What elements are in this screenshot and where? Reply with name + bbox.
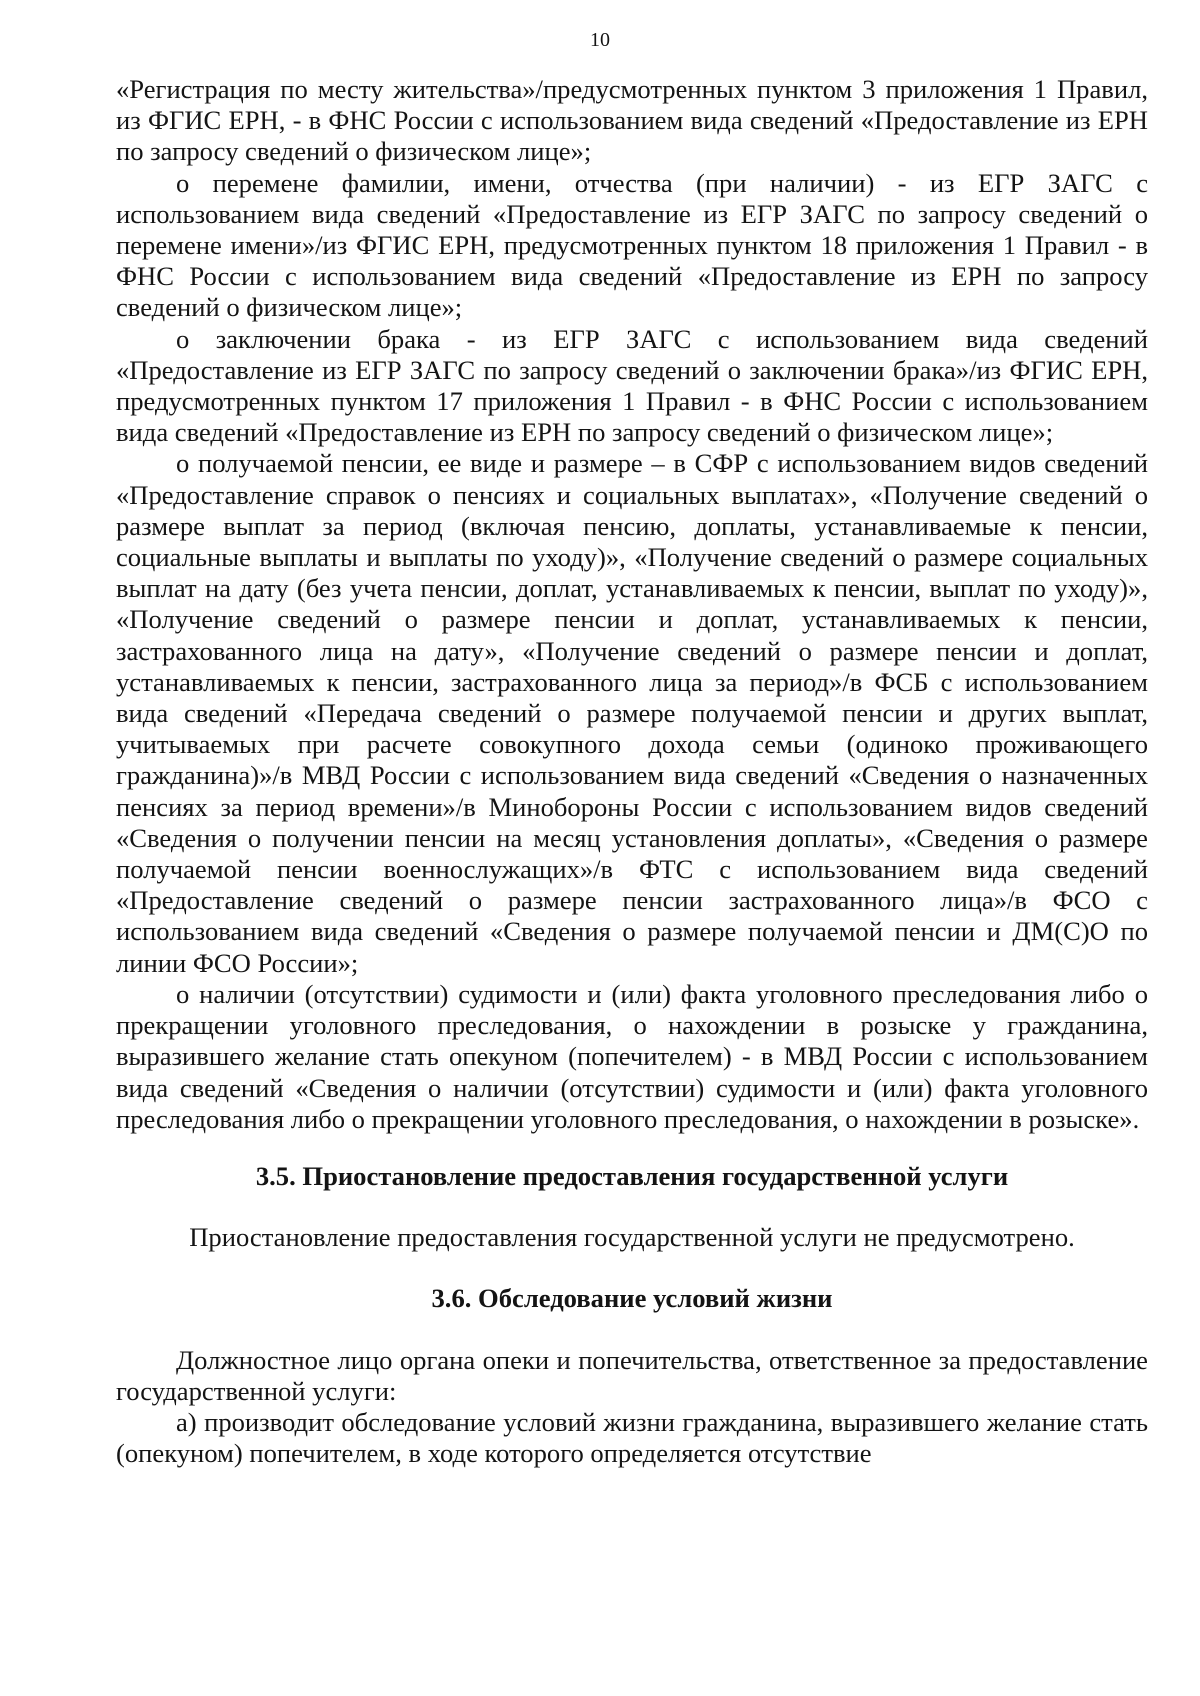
paragraph-pension: о получаемой пенсии, ее виде и размере – в СФР с использованием видов сведений «Предоставление справок о пенсиях и социальных выплатах», «Получение сведений о размере выплат за период (включая пенсию, доплаты, устанавливаемые к пенсии, социальные выплаты и выплаты по уходу)», «Получение сведений о размере социальных выплат на дату (без учета пенсии, доплат, устанавливаемых к пенсии, выплат по уходу)», «Получение сведений о размере пенсии и доплат, устанавливаемых к пенсии, застрахованного лица на дату», «Получение сведений о размере пенсии и доплат, устанавливаемых к пенсии, застрахованного лица за период»/в ФСБ с использованием вида сведений «Передача сведений о размере получаемой пенсии и других выплат, учитываемых при расчете совокупного дохода семьи (одиноко проживающего гражданина)»/в МВД России с использованием вида сведений «Сведения о назначенных пенсиях за период времени»/в Минобороны России с использованием видов сведений «Сведения о получении пенсии на месяц установления доплаты», «Сведения о размере получаемой пенсии военнослужащих»/в ФТС с использованием вида сведений «Предоставление сведений о размере пенсии застрахованного лица»/в ФСО с использованием вида сведений «Сведения о размере получаемой пенсии и ДМ(С)О по линии ФСО России»;	[116, 448, 1148, 978]
paragraph-name-change: о перемене фамилии, имени, отчества (при наличии) - из ЕГР ЗАГС с использованием вида сведений «Предоставление из ЕГР ЗАГС по запросу сведений о перемене имени»/из ФГИС ЕРН, предусмотренных пунктом 18 приложения 1 Правил - в ФНС России с использованием вида сведений «Предоставление из ЕРН по запросу сведений о физическом лице»;	[116, 167, 1148, 323]
paragraph-marriage: о заключении брака - из ЕГР ЗАГС с использованием вида сведений «Предоставление из ЕГР ЗАГС по запросу сведений о заключении брака»/из ФГИС ЕРН, предусмотренных пунктом 17 приложения 1 Правил - в ФНС России с использованием вида сведений «Предоставление из ЕРН по запросу сведений о физическом лице»;	[116, 323, 1148, 448]
section-heading-3-5: 3.5. Приостановление предоставления государственной услуги	[255, 1160, 1009, 1191]
paragraph-criminal-record: о наличии (отсутствии) судимости и (или) факта уголовного преследования либо о прекращении уголовного преследования, о нахождении в розыске у гражданина, выразившего желание стать опекуном (попечителем) - в МВД России с использованием вида сведений «Сведения о наличии (отсутствии) судимости и (или) факта уголовного преследования либо о прекращении уголовного преследования, о нахождении в розыске».	[116, 978, 1148, 1134]
page-number: 10	[590, 29, 610, 51]
paragraph-registration-continuation: «Регистрация по месту жительства»/предусмотренных пунктом 3 приложения 1 Правил, из ФГИС ЕРН, - в ФНС России с использованием вида сведений «Предоставление из ЕРН по запросу сведений о физическом лице»;	[116, 74, 1148, 167]
paragraph-official-responsible: Должностное лицо органа опеки и попечительства, ответственное за предоставление государственной услуги:	[116, 1344, 1148, 1406]
section-3-5-text: Приостановление предоставления государственной услуги не предусмотрено.	[189, 1222, 1075, 1253]
document-body	[116, 74, 1148, 1469]
section-heading-3-6: 3.6. Обследование условий жизни	[431, 1283, 833, 1314]
paragraph-living-conditions: а) производит обследование условий жизни гражданина, выразившего желание стать (опекуном) попечителем, в ходе которого определяется отсутствие	[116, 1406, 1148, 1469]
